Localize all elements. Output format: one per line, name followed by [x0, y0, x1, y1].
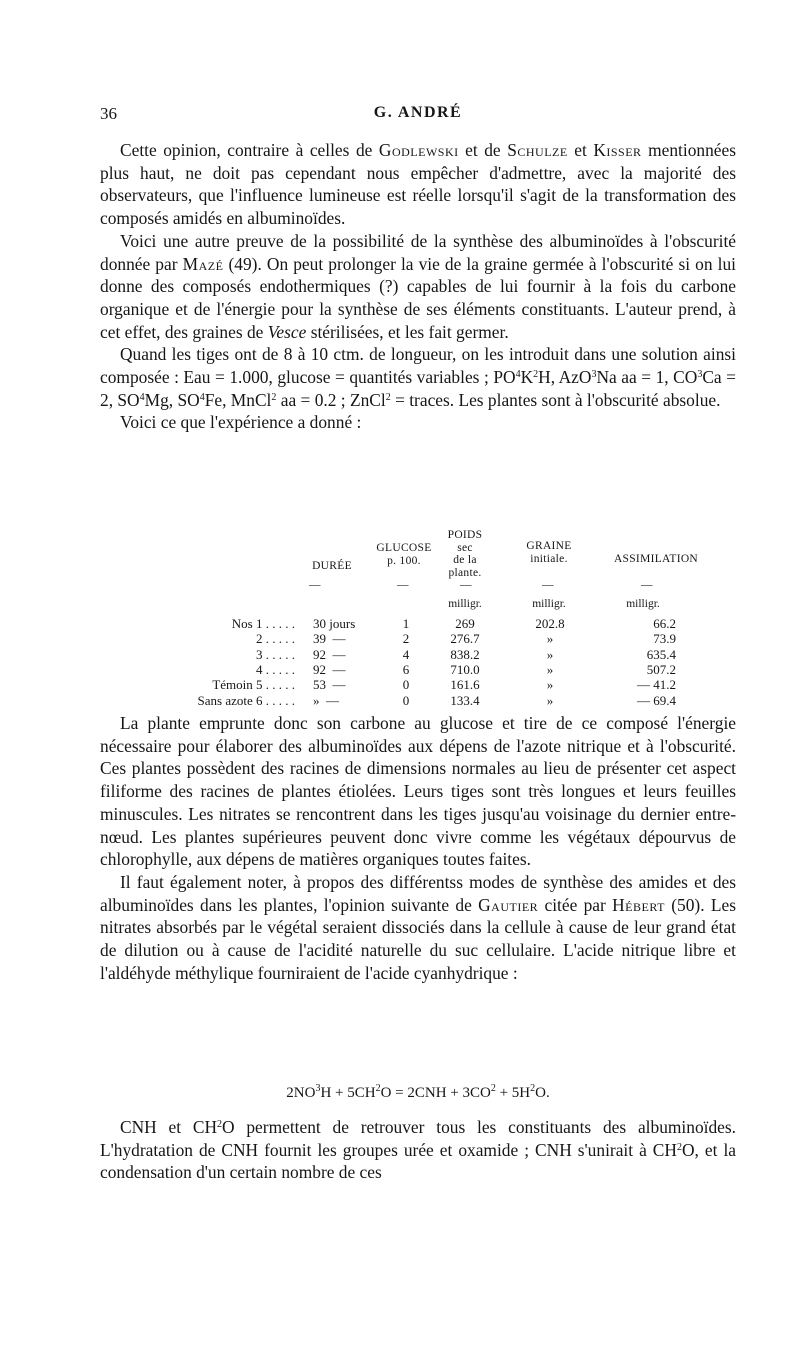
results-table — [100, 529, 736, 708]
page-header — [100, 104, 736, 128]
header-assimilation: ASSIMILATION — [613, 553, 699, 565]
cell-poids: 161.6 — [450, 677, 480, 693]
cell-duree: 39 — — [313, 631, 346, 647]
paragraph-cnh: CNH et $CH^2O$ permettent de retrouver tous les constituants des albuminoïdes. L'hydratation de CNH fournit les groupes urée et oxamide ; CNH s'unirait à $CH^2O$, et la condensation d'un certain nombre de ces — [100, 1117, 737, 1183]
dash-glucose: — — [397, 579, 409, 591]
text-block-upper — [100, 139, 736, 434]
cell-duree: 30 jours — [313, 616, 356, 631]
cell-poids: 710.0 — [450, 661, 480, 677]
paragraph-solution: Quand les tiges ont de 8 à 10 ctm. de longueur, on les introduit dans une solution ainsi composée : Eau = 1.000, glucose = quantités variables ; $PO^4K^2H$, AzO$^3$Na aa = 1, $CO^3Ca = 2$, $SO^4Mg$, $SO^4Fe$, MnCl$^2$ aa = 0.2 ; ZnCl$^2$ = traces. Les plantes sont à l'obscurité absolue. — [100, 344, 736, 410]
cell-graine: » — [546, 677, 554, 693]
cell-glucose: 6 — [402, 661, 410, 677]
cell-graine: » — [546, 692, 554, 708]
page-number: 36 — [100, 104, 117, 123]
cell-poids: 133.4 — [450, 692, 480, 708]
row-label: 2 . . . . . — [256, 631, 295, 647]
unit-poids: milligr. — [448, 598, 482, 610]
cell-assimilation: 635.4 — [646, 646, 676, 662]
cell-glucose: 2 — [402, 631, 410, 647]
cell-duree: 92 — — [313, 646, 346, 662]
header-poids: POIDS sec de la plante. — [447, 529, 483, 579]
row-label: 4 . . . . . — [256, 661, 295, 677]
paragraph-intro-table: Voici ce que l'expérience a donné : — [120, 412, 362, 433]
cell-duree: 53 — — [313, 677, 346, 693]
cell-glucose: 1 — [402, 616, 410, 631]
row-label: 3 . . . . . — [256, 646, 295, 662]
running-head: G. ANDRÉ — [373, 104, 463, 121]
cell-poids: 838.2 — [450, 646, 480, 662]
author-name: Hébert — [612, 894, 665, 915]
cell-graine: » — [546, 631, 554, 647]
paragraph-carbone: La plante emprunte donc son carbone au glucose et tire de ce composé l'énergie nécessaire pour élaborer des albuminoïdes aux dépens de l'azote nitrique et à l'obscurité. Ces plantes possèdent des racines de dimensions normales au lieu de présenter cet aspect filiforme des racines de plantes étiolées. Leurs tiges sont très longues et leurs feuilles minuscules. Les nitrates se rencontrent dans les tiges jusqu'au voisinage du dernier entre-nœud. Les plantes supérieures peuvent donc vivre comme les végétaux dépourvus de chlorophylle, aux dépens de matières organiques toutes faites. — [100, 713, 736, 870]
header-duree: DURÉE — [312, 560, 352, 572]
cell-assimilation: 66.2 — [653, 616, 676, 631]
cell-glucose: 0 — [402, 677, 410, 693]
cell-glucose: 4 — [402, 646, 410, 662]
dash-poids: — — [460, 579, 472, 591]
cell-poids: 269 — [455, 616, 475, 631]
cell-glucose: 0 — [402, 692, 410, 708]
cell-poids: 276.7 — [450, 631, 480, 647]
cell-assimilation: 507.2 — [646, 661, 676, 677]
row-label: Témoin 5 . . . . . — [212, 677, 295, 693]
header-graine: GRAINE initiale. — [526, 540, 572, 565]
unit-graine: milligr. — [532, 598, 566, 610]
dash-duree: — — [309, 579, 321, 591]
cell-duree: 92 — — [313, 661, 346, 677]
author-name: Kisser — [593, 140, 642, 160]
paragraph-gautier: Il faut également noter, à propos des différentss modes de synthèse des amides et des albuminoïdes dans les plantes, l'opinion suivante de Gautier citée par Hébert (50). Les nitrates absorbés par le végétal seraient dissociés dans la cellule à cause de leur grand état de dilution ou à cause de l'acidité naturelle du suc cellulaire. L'acide nitrique libre et l'aldéhyde méthylique fourniraient de l'acide cyanhydrique : — [100, 871, 736, 983]
cell-graine: » — [546, 646, 554, 662]
author-name: Godlewski — [378, 140, 459, 160]
cell-assimilation: — 41.2 — [637, 677, 676, 693]
row-label: Sans azote 6 . . . . . — [197, 692, 295, 708]
dash-graine: — — [542, 579, 554, 591]
dash-assimilation: — — [641, 579, 653, 591]
cell-graine: 202.8 — [535, 616, 565, 631]
header-glucose: GLUCOSE p. 100. — [376, 542, 432, 567]
text-block-lower — [100, 1116, 736, 1184]
paragraph-opinion: Cette opinion, contraire à celles de Godlewski et de Schulze et Kisser mentionnées plus haut, ne doit pas cependant nous empêcher d'admettre, avec la majorité des observateurs, que l'influence lumineuse est réelle lorsqu'il s'agit de la transformation des composés amidés en albuminoïdes. — [100, 140, 736, 229]
cell-assimilation: 73.9 — [653, 631, 676, 647]
species-name: Vesce — [267, 321, 307, 342]
author-name: Gautier — [478, 894, 539, 915]
author-name: Mazé — [182, 253, 224, 274]
row-label: Nos 1 . . . . . — [231, 616, 295, 631]
cell-assimilation: — 69.4 — [637, 692, 676, 708]
author-name: Schulze — [507, 140, 568, 160]
paragraph-maze: Voici une autre preuve de la possibilité de la synthèse des albuminoïdes à l'obscurité donnée par Mazé (49). On peut prolonger la vie de la graine germée à l'obscurité si on lui donne des composés endothermiques (?) capables de lui fournir à la fois du carbone organique et de l'énergie pour la synthèse de ses éléments constituants. L'auteur prend, à cet effet, des graines de Vesce stérilisées, et les fait germer. — [100, 230, 736, 342]
chemical-equation: $2NO^3H + 5CH^2O = 2CNH + 3CO^2 + 5H^2O$. — [286, 1083, 550, 1101]
text-block-middle — [100, 712, 736, 984]
cell-graine: » — [546, 661, 554, 677]
unit-assimilation: milligr. — [626, 598, 660, 610]
cell-duree: » — — [313, 692, 339, 708]
